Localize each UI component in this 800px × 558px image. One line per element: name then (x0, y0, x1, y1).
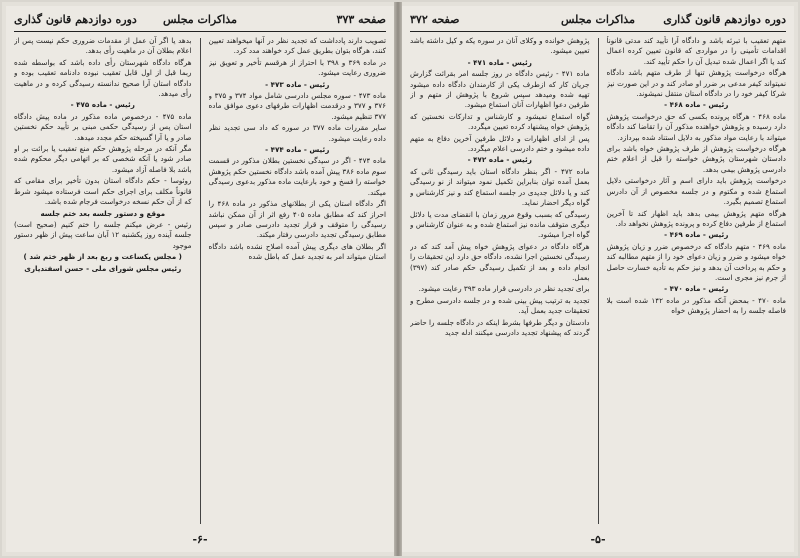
paragraph: هرگاه درخواست پژوهش تنها از طرف متهم باشد دادگاه نمیتواند کیفر مدعی بر ضرر او صادر کند و در این صورت نیز شرکا کیفر خود را در دادگاه استان منتقل نمیشوند. (606, 68, 786, 99)
column-divider (200, 38, 201, 524)
paragraph: تصویب دارند پادداشت که تجدید نظر در آنها میخواهند تعیین کنند، هرگاه بتوان بطریق عمل کرد خواهند مدد کرد. (208, 36, 386, 56)
article-heading: رئیس - ماده ۴۷۰ - (664, 284, 729, 294)
session-note: رئیس مجلس شورای ملی - حسن اسفندیاری (24, 263, 182, 273)
paragraph: رسیدگی که بسبب وقوع مرور زمان با انقضای مدت یا دلائل دیگری متوقف مانده نیز استماع شده و به عنوان کارشناس و گواه اجرا میشود. (410, 209, 590, 240)
page-header (408, 10, 788, 30)
paragraph: هرگاه متهم پژوهش بیمی بدهد باید اظهار کند تا آخرین استماع از طرفین دفاع کرده و پرونده پژوهش نخواهد داد. (606, 208, 786, 228)
article-heading: رئیس - ماده ۴۶۸ - (664, 100, 729, 110)
paragraph: دادستان و دیگر طرفها بشرط اینکه در دادگاه جلسه را حاضر گردند که پیشنهاد تجدید دادرسی میکنند ادله جدید (410, 317, 590, 337)
paragraph: اگر دادگاه استان یکی از بطلانهای مذکور در ماده ۴۶۸ را احراز کند که مطابق ماده ۴۰۵ رفع اثر از آن ممکن نباشد رسیدگی را متوقف و قرار تجدید دادرسی صادر و سپس مطابق رسیدگی تجدید دادرسی رفتار میکند. (208, 199, 386, 240)
paragraph: ماده ۴۷۴ - اگر در سیدگی نخستین بطلان مذکور در قسمت سوم ماده ۳۸۶ پیش آمده باشد دادگاه نخستین حکم پژوهش خواسته را فسخ و خود بارعایت ماده مذکور بدعوی رسیدگی میکند. (208, 156, 386, 197)
paragraph: ماده ۴۷۰ - بمحض آنکه مذکور در ماده ۱۴۲ شده است بلا فاصله جلسه را به احضار پژوهش خواه (606, 295, 786, 316)
paragraph: ماده ۴۶۸ - هرگاه پرونده بکسی که حق درخواست پژوهش دارد رسیده و پژوهش خواهنده مذکور آن را تقاضا کند دادگاه میتواند با رعایت مواد مذکور به دلایل استناد شده بپردازد. (606, 111, 786, 142)
paragraph: رئیس - عرض میکنم جلسه را ختم کنیم (صحیح است) جلسه آینده روز یکشنبه ۱۲ آبان ساعت پیش از ظهر دستور موجود (14, 219, 192, 250)
paragraph: بدهد یا اگر آن عمل از مقدمات ضروری حکم نیست پس از اعلام بطلان آن در ماهیت رأی بدهد. (14, 36, 192, 56)
page-footer-number: -۶- (192, 533, 208, 546)
paragraph: هرگاه دادگاه در دعوای پژوهش خواه پیش آمد کند که در رسیدگی نخستین اجرا نشده، دادگاه حق دارد این تحقیقات را انجام داده و بعد از تکمیل رسیدگی حکم صادر کند (۳۹۷) بعمل. (410, 241, 590, 282)
article-heading: رئیس - ماده ۴۷۴ - (265, 145, 330, 155)
header-session: دوره دوازدهم قانون گذاری (14, 13, 137, 26)
paragraph: ماده ۴۶۹ - متهم دادگاه که درخصوص ضرر و زیان پژوهش خواه میشود و ضرر و زیان دعوای خود را از متهم مطالبه کند و حکم به پرداخت آن بدهد و نیز حکم به تأدیه خسارت حاصل از جرم نیز مجری است. (606, 241, 786, 282)
paragraph: برای تجدید نظر در دادرسی قرار ماده ۳۹۳ رعایت میشود. (418, 284, 590, 294)
right-page (402, 6, 794, 552)
paragraph: ماده ۴۷۱ - رئیس دادگاه در روز جلسه امر بقرائت گزارش جریان کار که ازطرف یکی از کارمندان دادگاه داده میشود تهیه شده ومیدهد سپس شروع با پژوهش از متهم و از طرفین دعوا اظهارات آنان استماع میشود. (410, 69, 590, 110)
left-page (6, 6, 394, 552)
book-gutter (394, 2, 402, 556)
article-heading: رئیس - ماده ۴۷۳ - (265, 79, 330, 89)
paragraph: سایر مقررات ماده ۳۷۷ در سوره که داد سی تجدید نظر داده رعایت میشود. (208, 123, 386, 143)
header-rule (14, 31, 386, 32)
column-left (410, 36, 590, 526)
column-right (209, 36, 387, 526)
text-columns (14, 36, 386, 526)
header-title: مذاکرات مجلس (561, 13, 635, 26)
paragraph: ماده ۴۷۲ - اگر بنظر دادگاه استان باید رسیدگی ثانی که بعمل آمده توان بنابراین تکمیل نمود میتواند از نو رسیدگی کند و یا دلائل جدیدی در جلسه استماع کند و نیز کارشناس و گواه دیگر احضار نماید. (410, 166, 590, 208)
paragraph: تجدید به ترتیب پیش بینی شده و در جلسه دادرسی مطرح و تحقیقات جدید بعمل آید. (410, 295, 590, 316)
column-right (607, 36, 787, 526)
article-heading: رئیس - ماده ۴۷۵ - (70, 100, 135, 110)
column-left (14, 36, 192, 526)
article-heading: رئیس - ماده ۴۷۲ - (467, 155, 532, 165)
text-columns (410, 36, 786, 526)
session-note: موقع و دستور جلسه بعد ختم جلسه (40, 208, 166, 218)
column-divider (598, 38, 599, 524)
paragraph: درخواست پژوهش باید دارای اسم و آثار درخواستی دلایل استماع شده و مکتوم و در جلسه مخصوص از آن دادرس استماع تصمیم بگیرد. (606, 176, 786, 207)
paragraph: اگر بطلان های دیگری پیش آمده اصلاح نشده باشد دادگاه استان میتواند امر به تجدید عمل که باطل شده (208, 241, 386, 262)
paragraph: ماده ۴۷۳ - سوره مجلس دادرسی شامل مواد ۳۷۴ و ۳۷۵ و ۳۷۶ و ۳۷۷ و درقدمت اظهارات طرفهای دعوی موافق ماده ۳۷۷ تنظیم میشود. (208, 91, 386, 121)
paragraph: هرگاه دادگاه شهرستان رأی داده باشد که بواسطه شده ربما قبل از اول قابل تعقیب نبوده دادنامه تعقیب بوده و دادگاه استان آرا صحیح ندانسته رسیدگی کرده و در ماهیت رأی میدهد. (14, 57, 192, 99)
article-heading: رئیس - ماده ۴۶۹ - (664, 230, 729, 240)
paragraph: روئوسا - حکم دادگاه استان بدون تأخیر برای مقامی که قانوناً مکلف برای اجرای حکم است فرستاده میشود شرط که از آن حکم نسخه درخواست فرجام شده باشد. (14, 176, 192, 207)
header-session: دوره دوازدهم قانون گذاری (663, 13, 786, 26)
page-number-label: صفحه ۳۷۳ (336, 13, 386, 26)
header-title: مذاکرات مجلس (163, 13, 237, 26)
header-rule (410, 31, 786, 32)
paragraph: پس از ادای اظهارات و دلائل طرفین آخرین دفاع به متهم داده میشود و ختم دادرسی اعلام میگردد. (410, 133, 590, 154)
paragraph: ماده ۴۷۵ - درخصوص ماده مذکور در ماده پیش دادگاه استان پس از رسیدگی حکمی مبنی بر تأیید حکم نخستین صادر و یا آرا گسیخته حکم مجدد میدهد. (14, 111, 192, 142)
paragraph: گواه استماع نمیشود و کارشناس و تدارکات نخستین که پژوهش خواه پیشنهاد کرده تعیین میگردد. (410, 111, 590, 132)
page-number-label: صفحه ۳۷۲ (410, 13, 460, 26)
book-spread (2, 2, 798, 556)
paragraph: در ماده ۳۶۹ و ۳۹۸ با احتراز از هرقسم تأخیر و تعویق نیز ضروری رعایت میشود. (208, 57, 386, 78)
paragraph: مگر آنکه در مرحله پژوهش حکم منع تعقیب یا برائت بر او صادر شود یا آنکه شخصی که بر اتهامی دیگر محکوم شده باشد بلا فاصله آزاد میشود. (14, 144, 192, 174)
session-note: ( مجلس یکساعت و ربع بعد از ظهر ختم شد ) (23, 252, 182, 262)
paragraph: متهم تعقیب با تبرئه باشد و دادگاه آرا تأیید کند مدتی قانوناً اقدامات تأمینی را در مواردی که قانون تعیین کرده اعمال کند یا اگر اعمال شده تبدیل آن را حکم تأیید کند. (606, 36, 786, 66)
article-heading: رئیس - ماده ۴۷۱ - (467, 57, 532, 67)
paragraph: هرگاه درخواست پژوهش از طرف پژوهش خواه باشد برای دادستان شهرستان پژوهش خواسته را قبل از اعلام ختم دادرسی پژوهش بیمی بدهد. (606, 144, 786, 174)
page-header (12, 10, 388, 30)
paragraph: پژوهش خوانده و وکلای آنان در سوره یکه و کیل داشته باشد تعیین میشود. (410, 36, 590, 56)
page-footer-number: -۵- (590, 533, 606, 546)
